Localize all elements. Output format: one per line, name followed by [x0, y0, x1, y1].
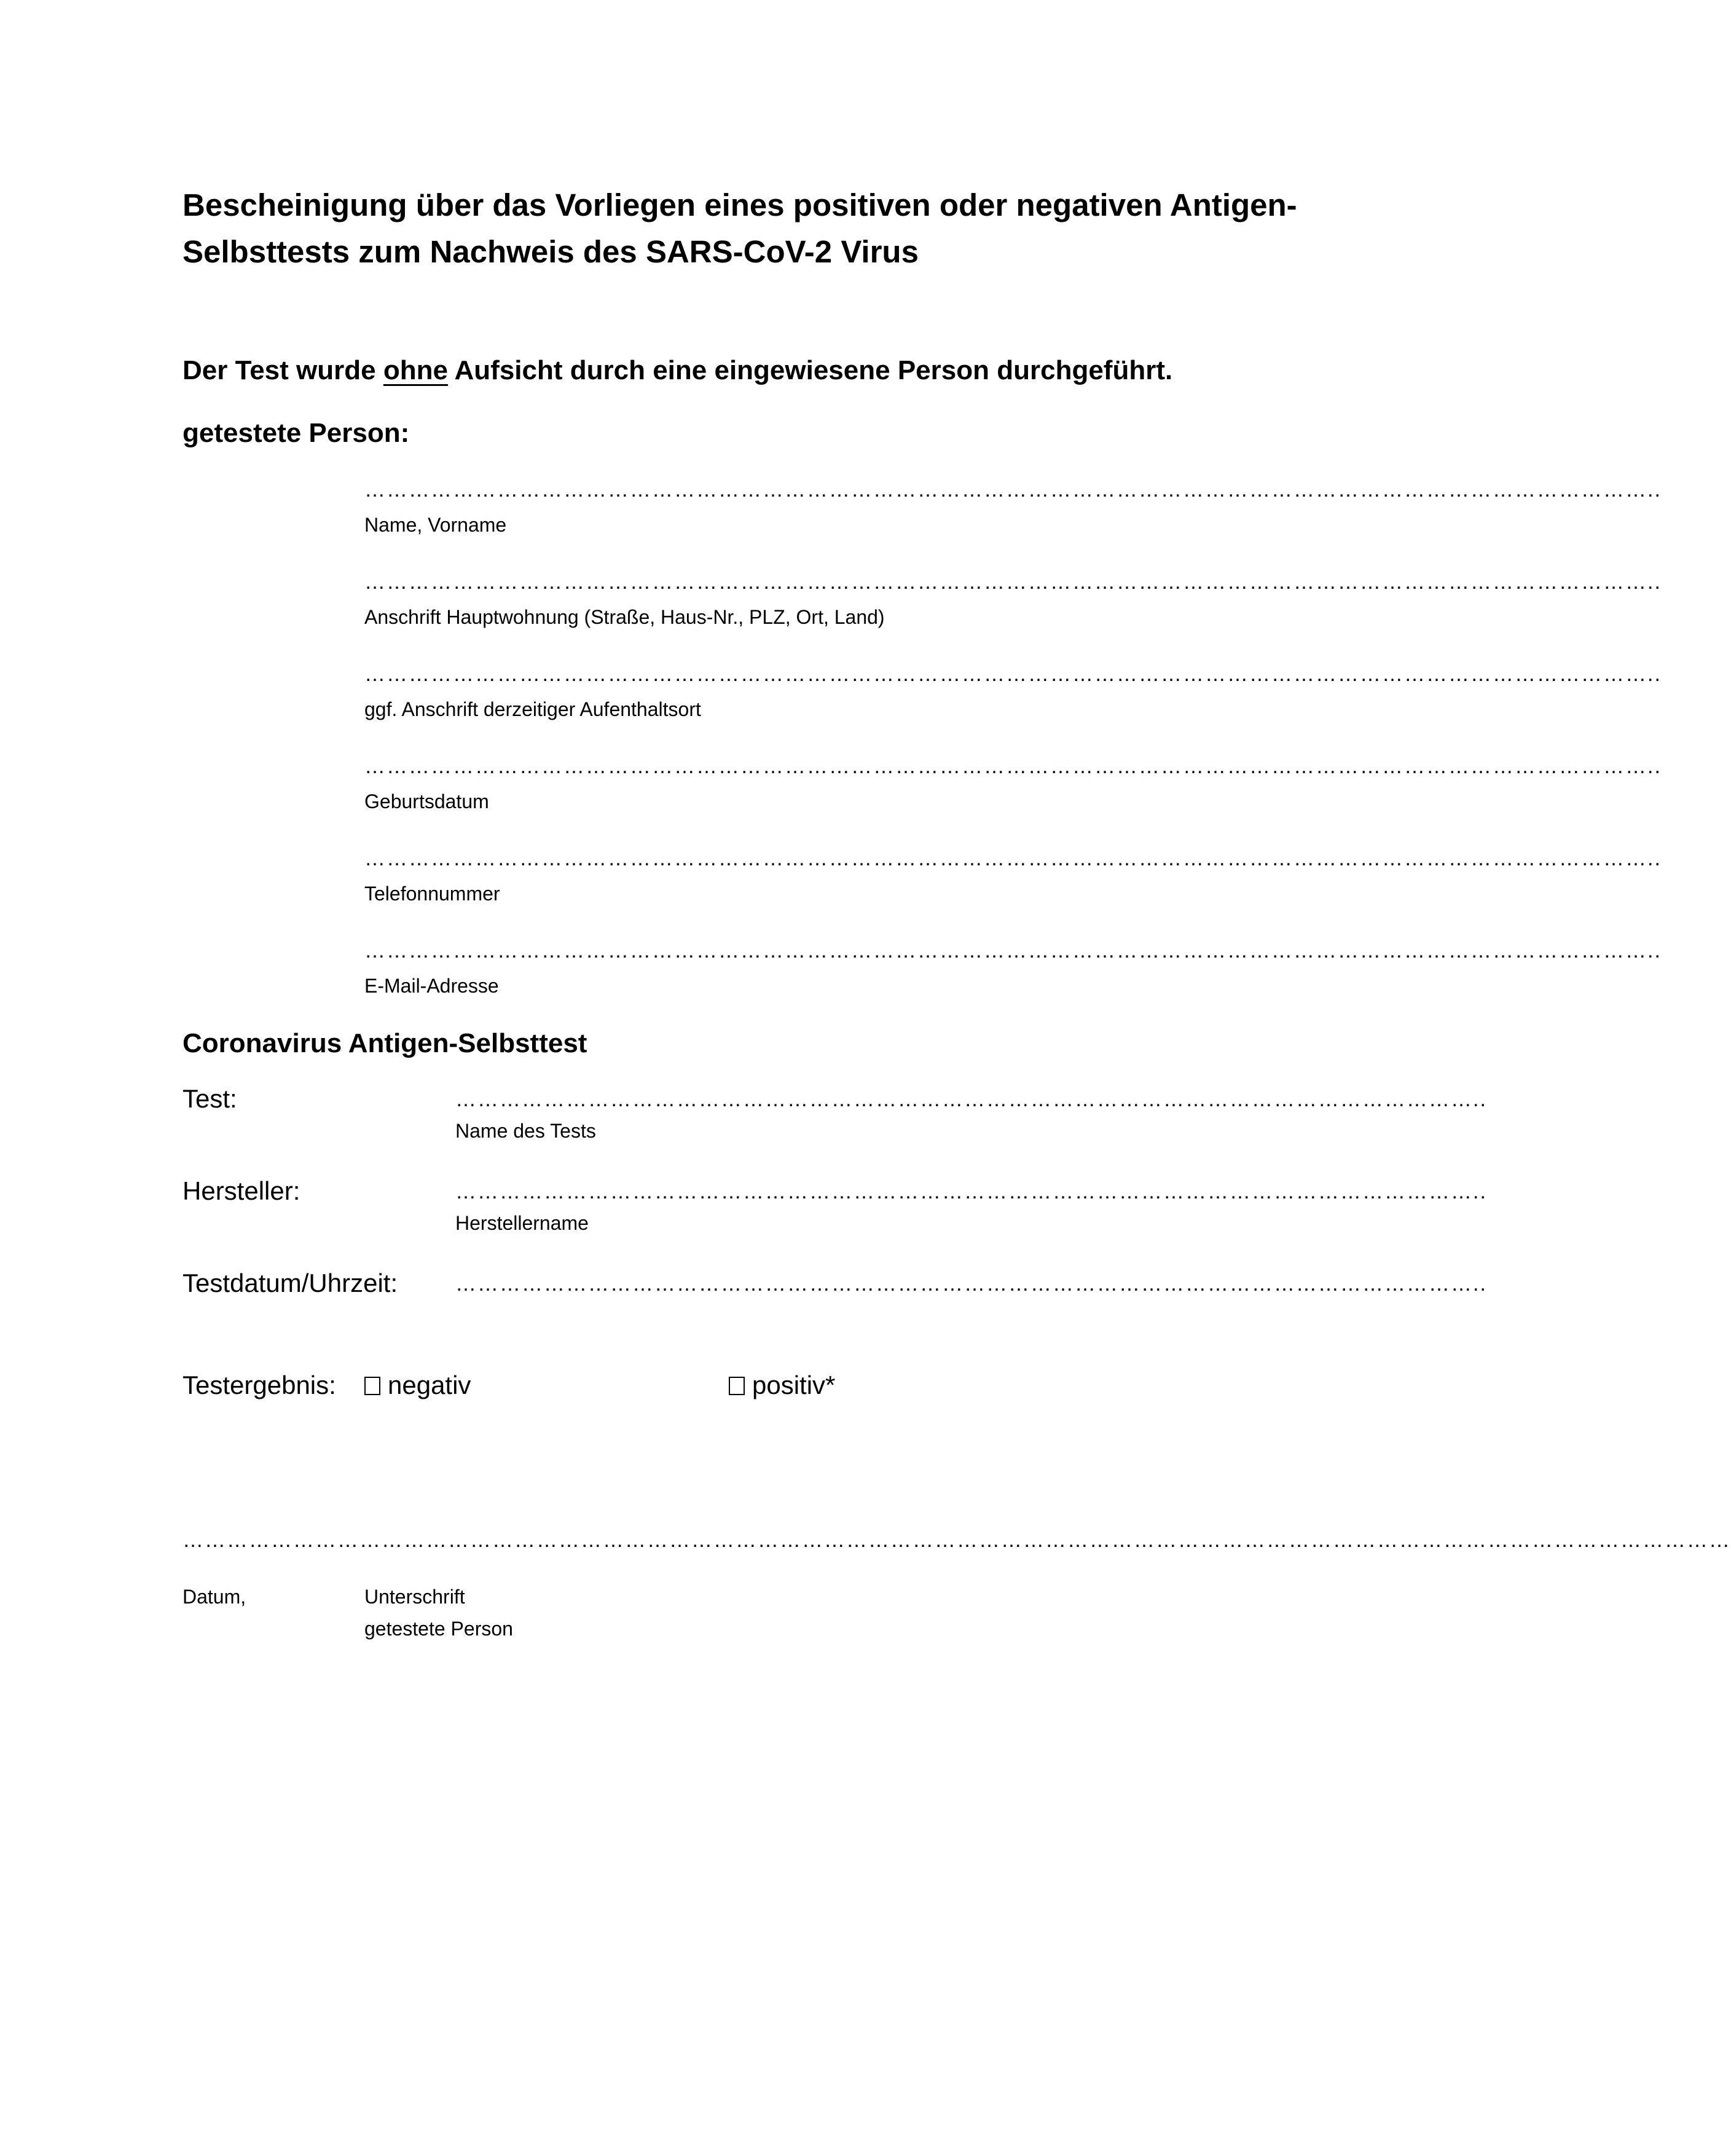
name-caption: Name, Vorname	[364, 514, 507, 536]
test-name-label: Test:	[183, 1084, 237, 1113]
phone-caption: Telefonnummer	[364, 883, 500, 905]
signature-label-line-2: getestete Person	[364, 1618, 513, 1640]
test-datetime-label: Testdatum/Uhrzeit:	[183, 1269, 398, 1297]
statement-emphasis: ohne	[383, 355, 448, 385]
test-name-caption: Name des Tests	[455, 1120, 596, 1142]
result-label: Testergebnis:	[183, 1371, 336, 1399]
email-field[interactable]: …………………………………………………………………………………………………………………………………………………………..	[364, 939, 1662, 962]
test-name-field[interactable]: …………………………………………………………………………………………………………………………..	[455, 1088, 1487, 1111]
document-title-line-2: Selbsttests zum Nachweis des SARS-CoV-2 Virus	[183, 234, 919, 269]
positive-checkbox[interactable]	[729, 1377, 745, 1395]
manufacturer-label: Hersteller:	[183, 1176, 300, 1205]
main-address-caption: Anschrift Hauptwohnung (Straße, Haus-Nr., PLZ, Ort, Land)	[364, 606, 885, 628]
tested-person-heading: getestete Person:	[183, 418, 410, 448]
phone-field[interactable]: …………………………………………………………………………………………………………………………………………………………..	[364, 847, 1662, 870]
negative-checkbox[interactable]	[364, 1377, 380, 1395]
test-datetime-field[interactable]: …………………………………………………………………………………………………………………………..	[455, 1272, 1487, 1296]
signature-label-line-1: Unterschrift	[364, 1586, 465, 1608]
result-option-positive[interactable]	[729, 1371, 835, 1400]
current-address-caption: ggf. Anschrift derzeitiger Aufenthaltsort	[364, 698, 701, 720]
name-field[interactable]: …………………………………………………………………………………………………………………………………………………………..	[364, 478, 1662, 502]
positive-label: positiv*	[752, 1371, 836, 1399]
document-title-line-1: Bescheinigung über das Vorliegen eines positiven oder negativen Antigen-	[183, 187, 1297, 222]
supervision-statement	[183, 355, 1172, 386]
statement-text-after: Aufsicht durch eine eingewiesene Person durchgeführt.	[447, 355, 1173, 385]
current-address-field[interactable]: …………………………………………………………………………………………………………………………………………………………..	[364, 663, 1662, 686]
birthdate-field[interactable]: …………………………………………………………………………………………………………………………………………………………..	[364, 755, 1662, 778]
birthdate-caption: Geburtsdatum	[364, 790, 489, 812]
negative-label: negativ	[388, 1371, 471, 1399]
result-option-negative[interactable]	[364, 1371, 471, 1400]
email-caption: E-Mail-Adresse	[364, 975, 499, 997]
manufacturer-field[interactable]: …………………………………………………………………………………………………………………………..	[455, 1180, 1487, 1203]
signature-line[interactable]: …………………………………………………………………………………………………………………………………………………………………………………………	[183, 1528, 1731, 1552]
statement-text-before: Der Test wurde	[183, 355, 383, 385]
test-section-heading: Coronavirus Antigen-Selbsttest	[183, 1028, 587, 1058]
main-address-field[interactable]: …………………………………………………………………………………………………………………………………………………………..	[364, 570, 1662, 594]
date-label: Datum,	[183, 1586, 246, 1608]
manufacturer-caption: Herstellername	[455, 1212, 589, 1234]
